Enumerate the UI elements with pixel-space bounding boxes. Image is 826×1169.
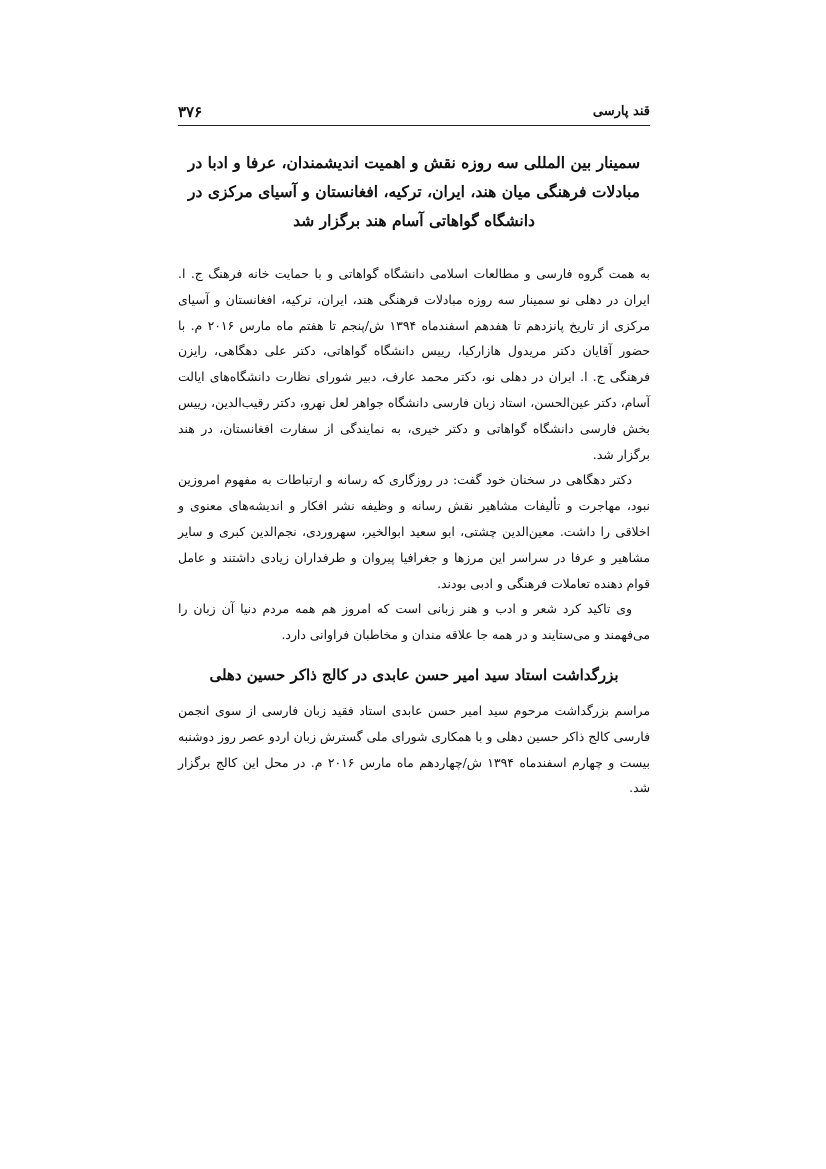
section-paragraph: مراسم بزرگداشت مرحوم سید امیر حسن عابدی استاد فقید زبان فارسی از سوی انجمن فارسی کالج ذاکر حسین دهلی و با همکاری شورای ملی گسترش زبان اردو عصر روز دوشنبه بیست و چهارم اسفندماه ۱۳۹۴ ش/چهاردهم ماه مارس ۲۰۱۶ م. در محل این کالج برگزار شد. <box>178 702 650 796</box>
article-body <box>178 261 650 648</box>
page-header <box>178 103 650 126</box>
paragraph-2: دکتر دهگاهی در سخنان خود گفت: در روزگاری که رسانه و ارتباطات به مفهوم امروزین نبود، مهاجرت و تألیفات مشاهیر نقش رسانه و وظیفه نشر افکار و اندیشه‌های معنوی و اخلاقی را داشت. معین‌الدین چشتی، ابو سعید ابوالخیر، سهروردی، نجم‌الدین کبری و سایر مشاهیر و عرفا در سراسر این مرزها و جغرافیا پیروان و طرفداران زیادی داشتند و عامل قوام دهنده تعاملات فرهنگی و ادبی بودند. <box>178 472 650 591</box>
paragraph-3: وی تاکید کرد شعر و ادب و هنر زبانی است که امروز هم همه مردم دنیا آن زبان را می‌فهمند و می‌ستایند و در همه جا علاقه مندان و مخاطبان فراوانی دارد. <box>178 601 650 643</box>
article-title: سمینار بین المللی سه روزه نقش و اهمیت اندیشمندان، عرفا و ادبا در مبادلات فرهنگی میان هند، ایران، ترکیه، افغانستان و آسیای مرکزی در دانشگاه گواهاتی آسام هند برگزار شد <box>187 153 641 230</box>
page-number: ۳۷۶ <box>178 103 203 121</box>
page-content <box>178 148 650 801</box>
section-heading: بزرگداشت استاد سید امیر حسن عابدی در کالج ذاکر حسین دهلی <box>209 665 619 684</box>
paragraph-1: به همت گروه فارسی و مطالعات اسلامی دانشگاه گواهاتی و با حمایت خانه فرهنگ ج. ا. ایران در دهلی نو سمینار سه روزه مبادلات فرهنگی هند، ایران، ترکیه، افغانستان و آسیای مرکزی از تاریخ پانزدهم تا هفدهم اسفندماه ۱۳۹۴ ش/پنجم تا هفتم ماه مارس ۲۰۱۶ م. با حضور آقایان دکتر مریدول هازارکیا، رییس دانشگاه گواهاتی، دکتر علی دهگاهی، رایزن فرهنگی ج. ا. ایران در دهلی نو، دکتر محمد عارف، دبیر شورای نظارت دانشگاه‌های ایالت آسام، دکتر عین‌الحسن، استاد زبان فارسی دانشگاه جواهر لعل نهرو، دکتر رقیب‌الدین، رییس بخش فارسی دانشگاه گواهاتی و دکتر خیری، به نمایندگی از سفارت افغانستان، در هند برگزار شد. <box>178 266 650 462</box>
running-title: قند پارسی <box>592 104 650 119</box>
